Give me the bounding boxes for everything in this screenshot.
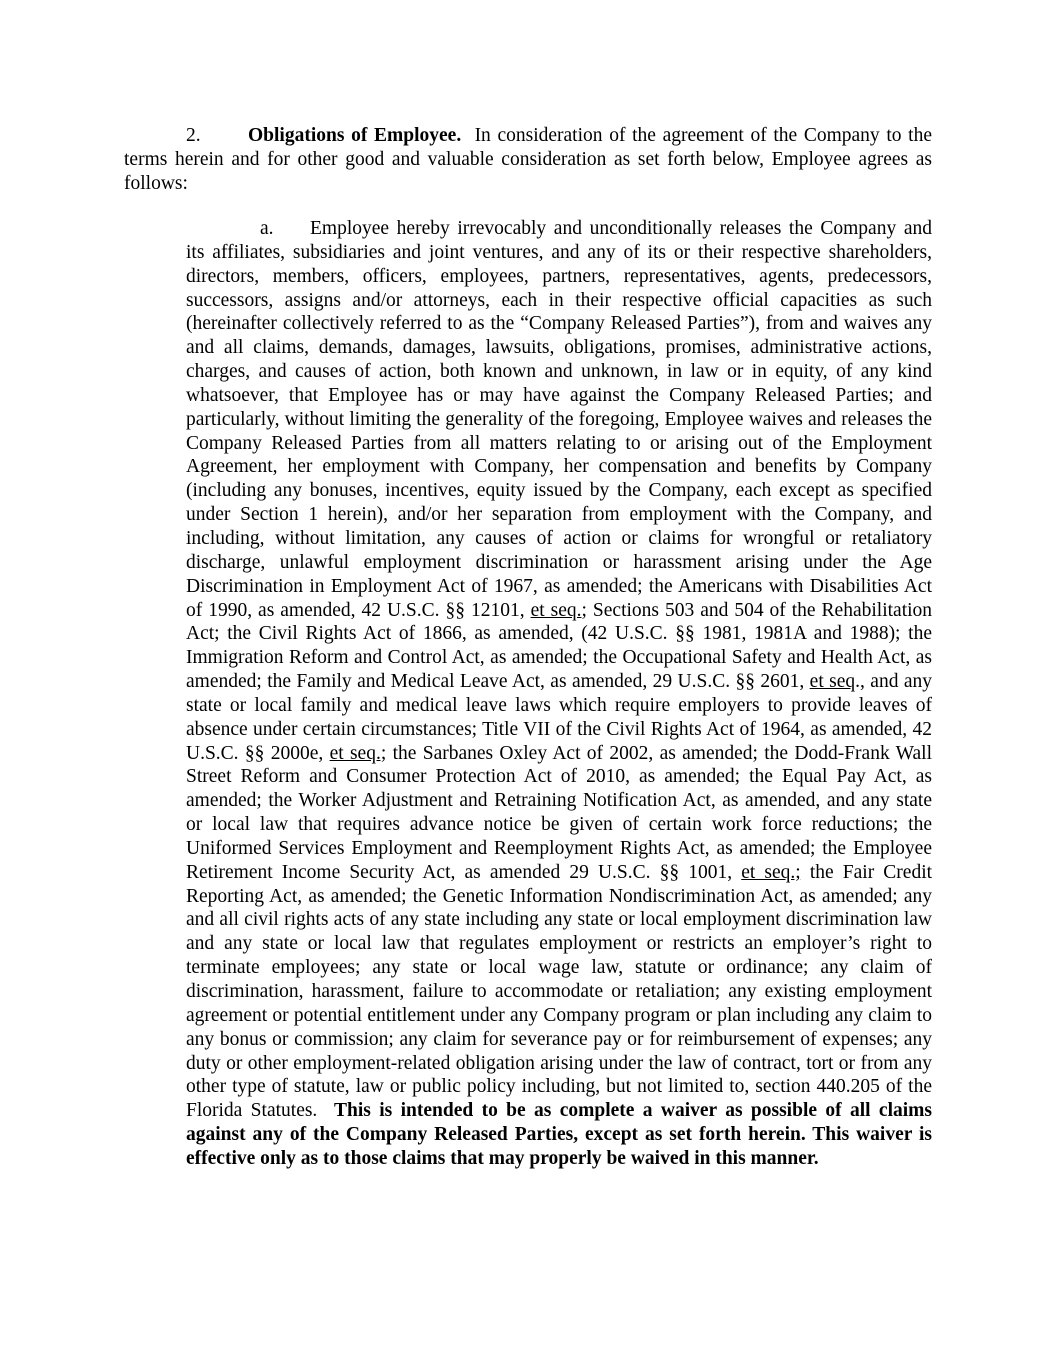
et-seq-citation: et seq.; [530,599,587,621]
waiver-statement: This is intended to be as complete a waiver as possible of all claims against any of the Company Released Parties, except as set forth herein. This waiver is effective only as to those claims that may properly be waived in this manner. [186,1100,932,1169]
et-seq-citation: et seq.; [741,861,801,883]
et-seq-citation: et seq [809,671,856,693]
section-number: 2. [186,125,201,146]
section-intro: In consideration of the agreement of the Company to the terms herein and for other good and valuable consideration as set forth below, Employee agrees as follows: [124,125,933,194]
section-heading: Obligations of Employee. [248,125,462,146]
subsection-a-paragraph [186,217,932,1171]
subsection-number: a. [260,218,274,239]
et-seq-citation: et seq.; [329,742,387,764]
subsection-text-2: Sections 503 and 504 of the Rehabilitation Act; the Civil Rights Act of 1866, as amended, (42 U.S.C. §§ 1981, 1981A and 1988); the Immigration Reform and Control Act, as amended; the Occupational Safety and Health Act, as amended; the Family and Medical Leave Act, as amended, 29 U.S.C. §§ 2601, [186,599,933,693]
subsection-text-1: Employee hereby irrevocably and unconditionally releases the Company and its affiliates, subsidiaries and joint ventures, and any of its or their respective shareholders, directors, members, officers, employees, partners, representatives, agents, predecessors, successors, assigns and/or attorneys, each in their respective official capacities as such (hereinafter collectively referred to as the “Company Released Parties”), from and waives any and all claims, demands, damages, lawsuits, obligations, promises, administrative actions, charges, and causes of action, both known and unknown, in law or in equity, of any kind whatsoever, that Employee has or may have against the Company Released Parties; and particularly, without limiting the generality of the foregoing, Employee waives and releases the Company Released Parties from all matters relating to or arising out of the Employment Agreement, her employment with Company, her compensation and benefits by Company (including any bonuses, incentives, equity issued by the Company, each except as specified under Section 1 herein), and/or her separation from employment with the Company, and including, without limitation, any causes of action or claims for wrongful or retaliatory discharge, unlawful employment discrimination or harassment arising under the Age Discrimination in Employment Act of 1967, as amended; the Americans with Disabilities Act of 1990, as amended, 42 U.S.C. §§ 12101, [186,218,932,621]
subsection-text-3: ., and any state or local family and medical leave laws which require employers to provide leaves of absence under certain circumstances; Title VII of the Civil Rights Act of 1964, as amended, 42 U.S.C. §§ 2000e, [186,671,933,764]
subsection-text-4: the Sarbanes Oxley Act of 2002, as amended; the Dodd-Frank Wall Street Reform and Consumer Protection Act of 2010, as amended; the Equal Pay Act, as amended; the Worker Adjustment and Retraining Notification Act, as amended, and any state or local law that requires advance notice be given of certain work force reductions; the Uniformed Services Employment and Reemployment Rights Act, as amended; the Employee Retirement Income Security Act, as amended 29 U.S.C. §§ 1001, [186,742,933,883]
subsection-text-5: the Fair Credit Reporting Act, as amended; the Genetic Information Nondiscrimination Act, as amended; any and all civil rights acts of any state including any state or local employment discrimination law and any state or local law that regulates employment or restricts an employer’s right to terminate employees; any state or local wage law, statute or ordinance; any claim of discrimination, harassment, failure to accommodate or retaliation; any existing employment agreement or potential entitlement under any Company program or plan including any claim to any bonus or commission; any claim for severance pay or for reimbursement of expenses; any duty or other employment-related obligation arising under the law of contract, tort or from any other type of statute, law or public policy including, but not limited to, section 440.205 of the Florida Statutes. [186,861,933,1122]
section-2-paragraph [124,124,932,195]
